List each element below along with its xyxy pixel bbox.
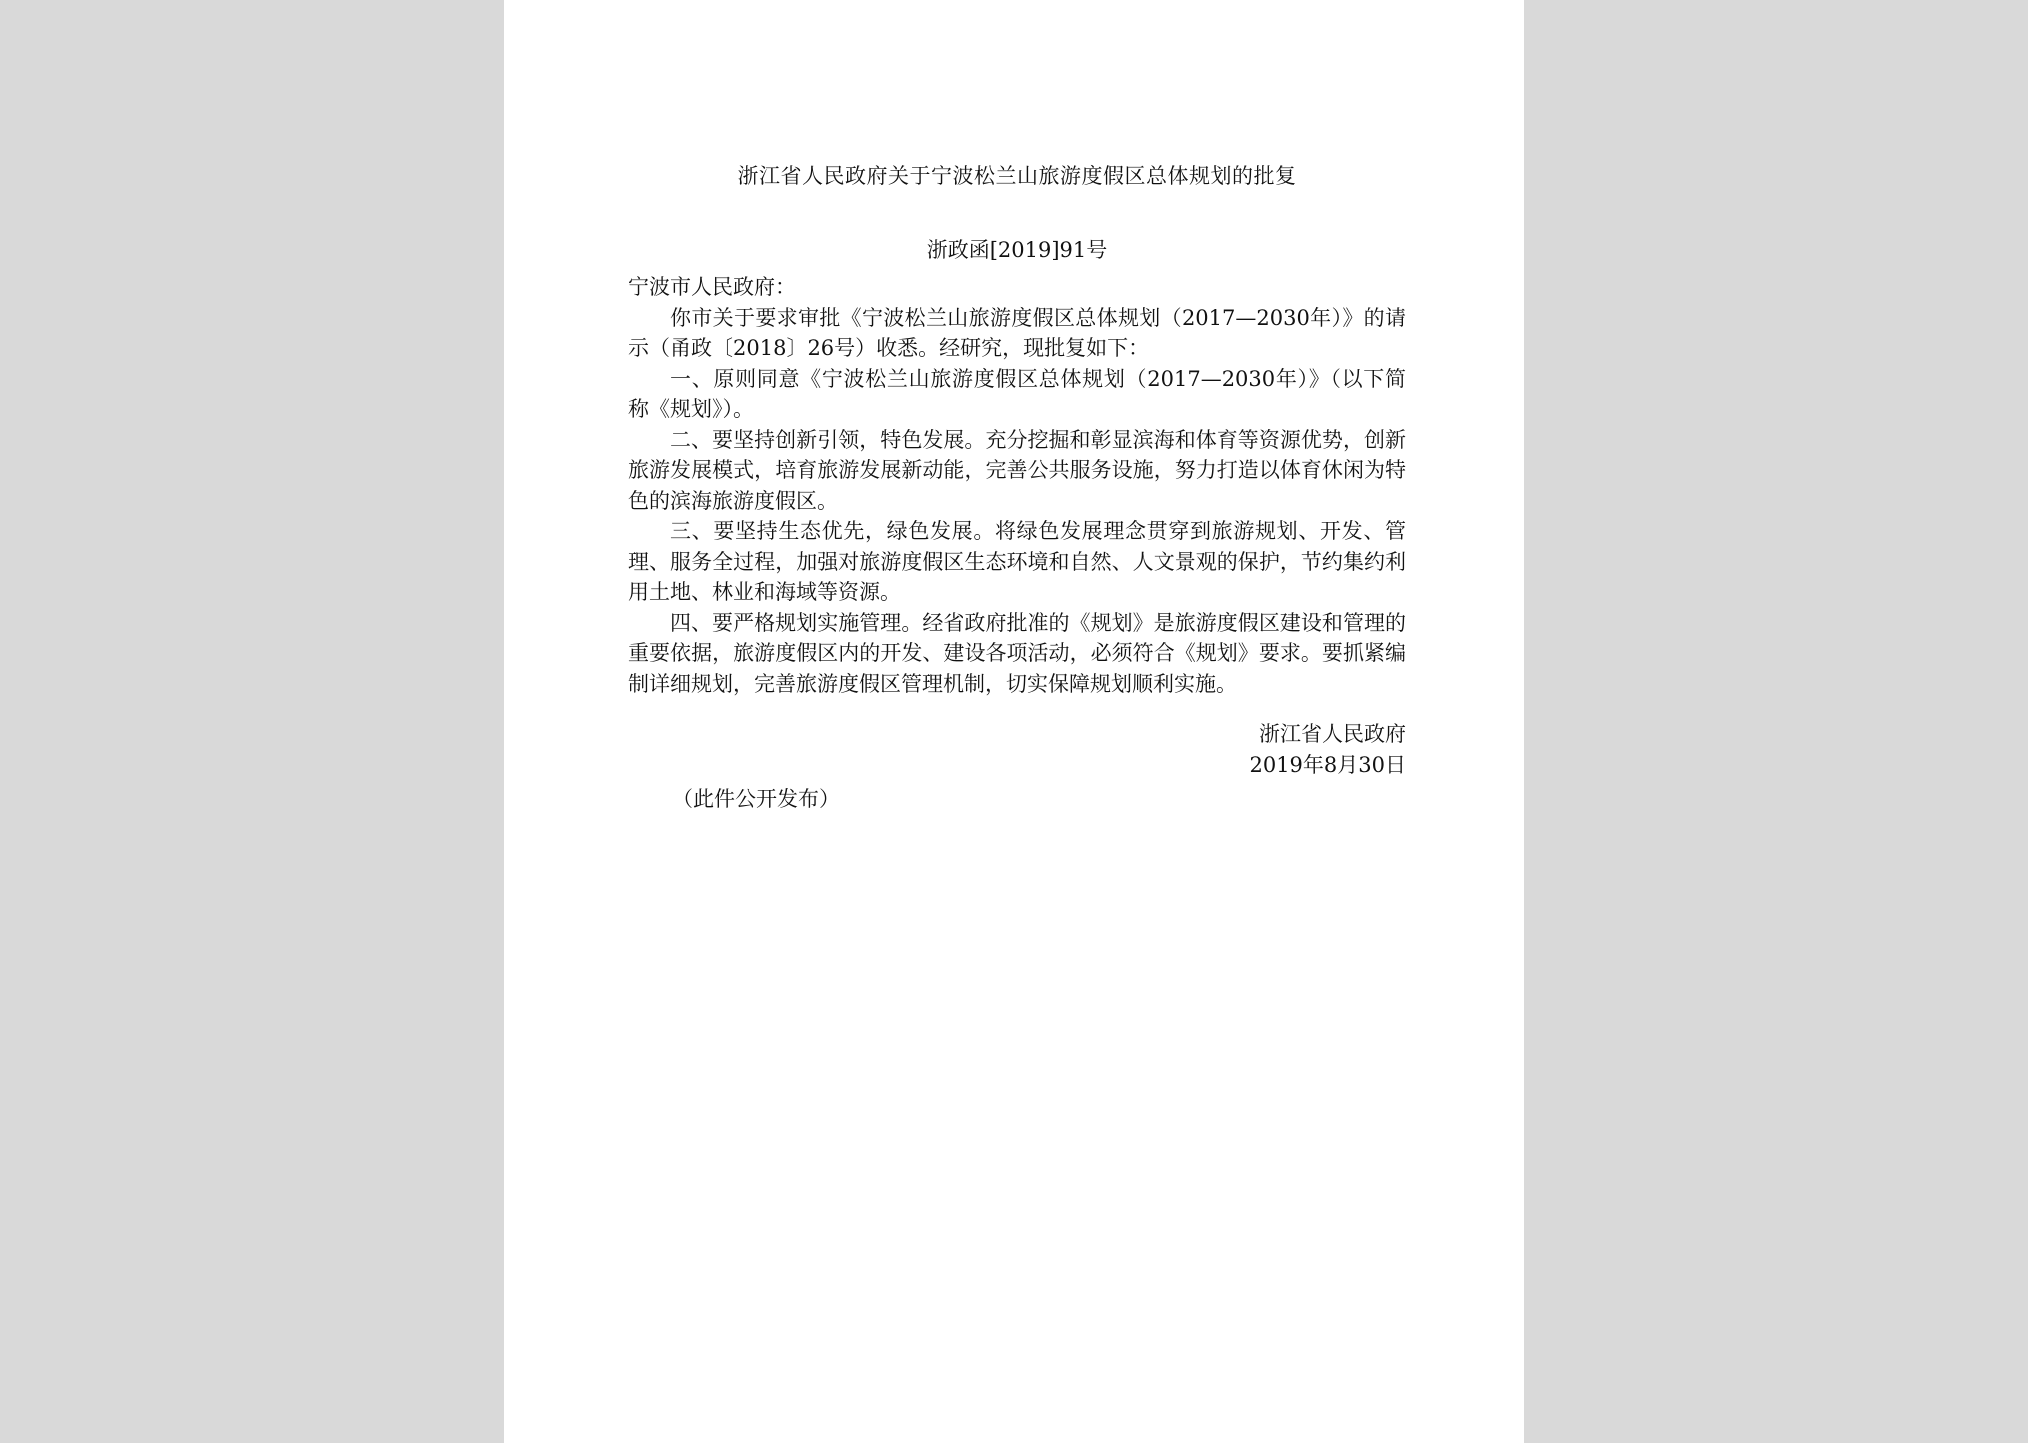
- signature-block: [628, 719, 1406, 780]
- document-body: [628, 160, 1406, 815]
- document-number: 浙政函[2019]91号: [926, 238, 1108, 262]
- paragraph-intro: 你市关于要求审批《宁波松兰山旅游度假区总体规划（2017—2030年）》的请示（甬政〔2018〕26号）收悉。经研究，现批复如下：: [628, 305, 1406, 360]
- paragraph-4: 四、要严格规划实施管理。经省政府批准的《规划》是旅游度假区建设和管理的重要依据，旅游度假区内的开发、建设各项活动，必须符合《规划》要求。要抓紧编制详细规划，完善旅游度假区管理机制，切实保障规划顺利实施。: [628, 610, 1406, 696]
- paragraph-1: 一、原则同意《宁波松兰山旅游度假区总体规划（2017—2030年）》（以下简称《规划》）。: [628, 366, 1406, 421]
- publication-notice: （此件公开发布）: [672, 787, 840, 811]
- paragraph-2: 二、要坚持创新引领，特色发展。充分挖掘和彰显滨海和体育等资源优势，创新旅游发展模式，培育旅游发展新动能，完善公共服务设施，努力打造以体育休闲为特色的滨海旅游度假区。: [628, 427, 1406, 513]
- issuer-name: 浙江省人民政府: [1259, 722, 1406, 746]
- document-page: [504, 0, 1524, 1443]
- document-title: 浙江省人民政府关于宁波松兰山旅游度假区总体规划的批复: [737, 164, 1297, 188]
- paragraph-3: 三、要坚持生态优先，绿色发展。将绿色发展理念贯穿到旅游规划、开发、管理、服务全过程，加强对旅游度假区生态环境和自然、人文景观的保护，节约集约利用土地、林业和海域等资源。: [628, 519, 1406, 604]
- issue-date: 2019年8月30日: [1249, 752, 1406, 777]
- addressee: 宁波市人民政府：: [628, 275, 796, 299]
